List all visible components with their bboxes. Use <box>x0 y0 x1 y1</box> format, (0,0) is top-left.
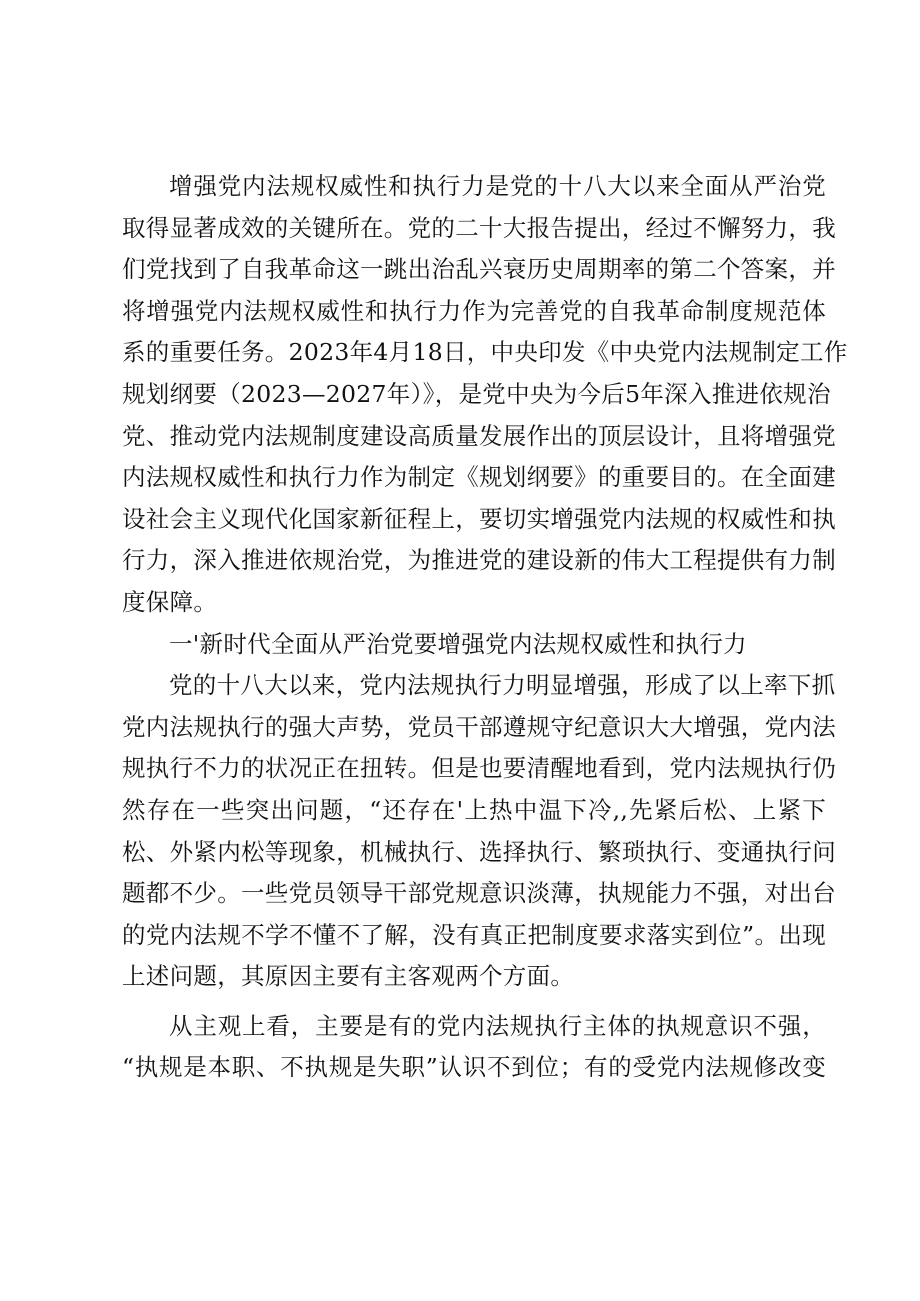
paragraph-subjective-causes <box>122 1006 826 1089</box>
text-line: 党的十八大以来，党内法规执行力明显增强，形成了以上率下抓 <box>169 671 836 700</box>
text-line: 系的重要任务。2023年4月18日，中央印发《中央党内法规制定工作 <box>122 338 848 367</box>
document-body <box>122 166 848 1089</box>
text-line: 增强党内法规权威性和执行力是党的十八大以来全面从严治党 <box>169 172 826 200</box>
text-line: 度保障。 <box>122 587 218 616</box>
text-line: 然存在一些突出问题，“还存在'上热中温下冷,,先紧后松、上紧下 <box>122 795 826 824</box>
paragraph-intro <box>122 166 848 624</box>
text-line: 取得显著成效的关键所在。党的二十大报告提出，经过不懈努力，我 <box>122 213 836 242</box>
text-line: 党、推动党内法规制度建设高质量发展作出的顶层设计，且将增强党 <box>122 421 836 450</box>
text-line: “执规是本职、不执规是失职”认识不到位；有的受党内法规修改变 <box>122 1053 826 1082</box>
text-line: 松、外紧内松等现象，机械执行、选择执行、繁琐执行、变通执行问 <box>122 837 836 866</box>
text-line: 规执行不力的状况正在扭转。但是也要清醒地看到，党内法规执行仍 <box>122 754 836 783</box>
text-line: 上述问题，其原因主要有主客观两个方面。 <box>122 962 575 991</box>
section-heading <box>122 624 826 666</box>
text-line: 党内法规执行的强大声势，党员干部遵规守纪意识大大增强，党内法 <box>122 712 836 741</box>
section-heading-text: 一'新时代全面从严治党要增强党内法规权威性和执行力 <box>169 629 747 658</box>
text-line: 们党找到了自我革命这一跳出治乱兴衰历史周期率的第二个答案，并 <box>122 255 836 284</box>
text-line: 设社会主义现代化国家新征程上，要切实增强党内法规的权威性和执 <box>122 504 836 533</box>
text-line: 将增强党内法规权威性和执行力作为完善党的自我革命制度规范体 <box>122 296 826 325</box>
text-line: 从主观上看，主要是有的党内法规执行主体的执规意识不强， <box>169 1011 826 1040</box>
text-line: 行力，深入推进依规治党，为推进党的建设新的伟大工程提供有力制 <box>122 546 836 575</box>
paragraph-execution-status <box>122 665 836 998</box>
text-line: 内法规权威性和执行力作为制定《规划纲要》的重要目的。在全面建 <box>122 463 836 492</box>
text-line: 规划纲要（2023—2027年）》，是党中央为今后5年深入推进依规治 <box>122 379 831 408</box>
text-line: 题都不少。一些党员领导干部党规意识淡薄，执规能力不强，对出台 <box>122 879 836 908</box>
text-line: 的党内法规不学不懂不了解，没有真正把制度要求落实到位”。出现 <box>122 920 826 949</box>
